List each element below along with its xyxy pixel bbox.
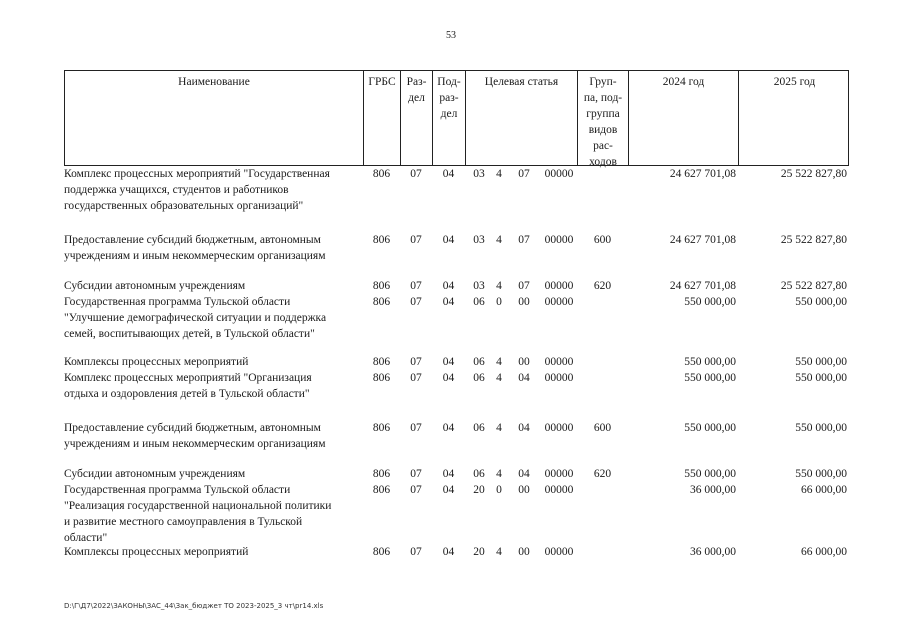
cell-cs1: 20 (473, 484, 485, 496)
cell-rz: 07 (410, 468, 422, 480)
cell-grbs: 806 (372, 372, 391, 384)
cell-pr: 04 (442, 234, 455, 246)
cell-y2025: 25 522 827,80 (780, 168, 847, 180)
cell-y2024: 550 000,00 (684, 422, 736, 434)
cell-cs4: 00000 (544, 468, 574, 480)
cell-y2024: 36 000,00 (690, 484, 736, 496)
cell-cs2: 4 (496, 356, 502, 368)
cell-rz: 07 (410, 168, 422, 180)
cell-cs3: 00 (518, 546, 530, 558)
cell-y2024: 550 000,00 (684, 356, 736, 368)
cell-pr: 04 (442, 422, 455, 434)
cell-y2025: 550 000,00 (795, 372, 847, 384)
cell-y2024: 24 627 701,08 (669, 168, 736, 180)
cell-pr: 04 (442, 484, 455, 496)
row-name: Комплексы процессных мероприятий (64, 356, 249, 368)
header-grbs: ГРБС (364, 71, 401, 165)
cell-y2025: 66 000,00 (801, 484, 847, 496)
cell-cs4: 00000 (544, 484, 574, 496)
cell-pr: 04 (442, 372, 455, 384)
cell-cs1: 06 (473, 372, 485, 384)
cell-cs1: 06 (473, 356, 485, 368)
cell-y2024: 550 000,00 (684, 372, 736, 384)
cell-rz: 07 (410, 546, 422, 558)
cell-cs2: 4 (496, 234, 502, 246)
header-group: Груп- па, под- группа видов рас- ходов (578, 71, 629, 165)
cell-rz: 07 (410, 296, 422, 308)
cell-pr: 04 (442, 280, 455, 292)
cell-cs4: 00000 (544, 356, 574, 368)
cell-cs3: 07 (518, 168, 530, 180)
header-2024: 2024 год (629, 71, 739, 165)
row-name: Комплекс процессных мероприятий "Организация отдыха и оздоровления детей в Тульской области" (64, 372, 312, 400)
cell-y2025: 66 000,00 (801, 546, 847, 558)
cell-pr: 04 (442, 546, 455, 558)
cell-grbs: 806 (372, 280, 391, 292)
cell-cs2: 4 (496, 372, 502, 384)
cell-y2024: 24 627 701,08 (669, 280, 736, 292)
cell-pr: 04 (442, 356, 455, 368)
header-2025: 2025 год (773, 76, 816, 88)
cell-cs3: 04 (518, 372, 530, 384)
header-podrazdel: Под- раз- дел (433, 71, 466, 165)
row-name: Государственная программа Тульской области "Реализация государственной национальной политики и развитие местного самоуправления в Тульской области" (64, 484, 332, 544)
cell-cs1: 03 (473, 280, 485, 292)
cell-grbs: 806 (372, 234, 391, 246)
cell-y2025: 550 000,00 (795, 356, 847, 368)
cell-y2024: 550 000,00 (684, 296, 736, 308)
cell-cs3: 07 (518, 234, 530, 246)
budget-table (64, 70, 849, 558)
cell-vr: 600 (593, 422, 612, 434)
cell-cs3: 04 (518, 422, 530, 434)
cell-rz: 07 (410, 280, 422, 292)
file-path: D:\Г\Д7\2022\ЗАКОНЫ\ЗАС_44\Зак_бюджет ТО 2023-2025_3 чт\pr14.xls (64, 602, 324, 610)
cell-rz: 07 (410, 234, 422, 246)
cell-grbs: 806 (372, 546, 391, 558)
cell-cs3: 04 (518, 468, 530, 480)
cell-cs3: 00 (518, 356, 530, 368)
cell-rz: 07 (410, 422, 422, 434)
header-target-article: Целевая статья (466, 71, 578, 165)
cell-y2024: 550 000,00 (684, 468, 736, 480)
row-name: Комплексы процессных мероприятий (64, 546, 249, 558)
cell-grbs: 806 (372, 356, 391, 368)
cell-y2024: 36 000,00 (690, 546, 736, 558)
cell-y2025: 550 000,00 (795, 422, 847, 434)
row-name: Государственная программа Тульской области "Улучшение демографической ситуации и поддержка семей, воспитывающих детей, в Тульской области" (64, 296, 327, 340)
cell-cs2: 0 (496, 296, 502, 308)
cell-cs1: 06 (473, 422, 485, 434)
row-name: Предоставление субсидий бюджетным, автономным учреждениям и иным некоммерческим организациям (64, 422, 326, 450)
cell-cs1: 20 (473, 546, 485, 558)
cell-cs2: 4 (496, 168, 502, 180)
cell-pr: 04 (442, 468, 455, 480)
cell-y2025: 550 000,00 (795, 296, 847, 308)
cell-pr: 04 (442, 296, 455, 308)
cell-vr: 600 (593, 234, 612, 246)
cell-cs4: 00000 (544, 546, 574, 558)
cell-cs4: 00000 (544, 422, 574, 434)
cell-cs2: 4 (496, 280, 502, 292)
row-name: Предоставление субсидий бюджетным, автономным учреждениям и иным некоммерческим организациям (64, 234, 326, 262)
cell-cs3: 00 (518, 296, 530, 308)
cell-cs1: 06 (473, 296, 485, 308)
cell-rz: 07 (410, 372, 422, 384)
row-name: Комплекс процессных мероприятий "Государственная поддержка учащихся, студентов и работников государственных образовательных организаций" (64, 168, 330, 212)
cell-cs4: 00000 (544, 296, 574, 308)
cell-cs2: 0 (496, 484, 502, 496)
cell-grbs: 806 (372, 422, 391, 434)
cell-cs1: 03 (473, 168, 485, 180)
header-name: Наименование (65, 71, 364, 165)
cell-cs1: 03 (473, 234, 485, 246)
cell-cs4: 00000 (544, 168, 574, 180)
row-name: Субсидии автономным учреждениям (64, 280, 246, 292)
page-number: 53 (446, 30, 456, 41)
cell-vr: 620 (593, 468, 612, 480)
cell-cs2: 4 (496, 546, 502, 558)
cell-cs1: 06 (473, 468, 485, 480)
cell-cs4: 00000 (544, 280, 574, 292)
cell-y2025: 25 522 827,80 (780, 280, 847, 292)
cell-grbs: 806 (372, 168, 391, 180)
cell-y2025: 550 000,00 (795, 468, 847, 480)
cell-pr: 04 (442, 168, 455, 180)
cell-vr: 620 (593, 280, 612, 292)
table-header (64, 70, 849, 166)
cell-grbs: 806 (372, 468, 391, 480)
cell-y2024: 24 627 701,08 (669, 234, 736, 246)
cell-cs4: 00000 (544, 372, 574, 384)
cell-rz: 07 (410, 484, 422, 496)
cell-grbs: 806 (372, 296, 391, 308)
cell-cs2: 4 (496, 468, 502, 480)
cell-cs2: 4 (496, 422, 502, 434)
cell-cs3: 00 (518, 484, 530, 496)
cell-cs3: 07 (518, 280, 530, 292)
cell-rz: 07 (410, 356, 422, 368)
cell-grbs: 806 (372, 484, 391, 496)
row-name: Субсидии автономным учреждениям (64, 468, 246, 480)
cell-y2025: 25 522 827,80 (780, 234, 847, 246)
cell-cs4: 00000 (544, 234, 574, 246)
header-razdel: Раз- дел (401, 71, 433, 165)
